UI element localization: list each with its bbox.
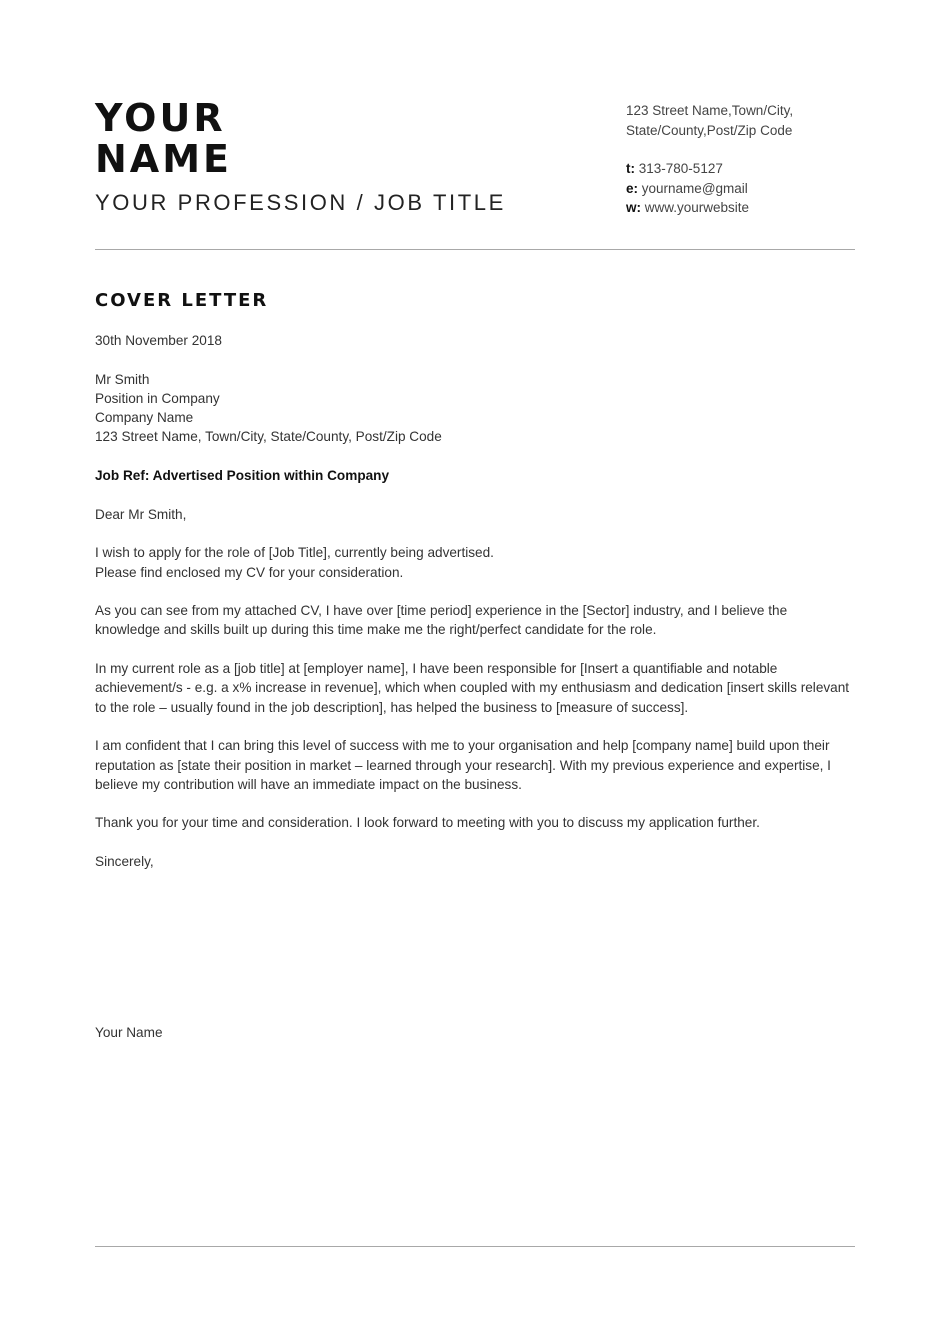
intro-line-2: Please find enclosed my CV for your consideration.	[95, 564, 404, 580]
contact-website	[626, 198, 916, 218]
section-title: COVER LETTER	[95, 290, 269, 311]
salutation: Dear Mr Smith,	[95, 506, 187, 522]
contact-block	[626, 101, 916, 218]
letter-date: 30th November 2018	[95, 333, 222, 348]
phone-label: t:	[626, 161, 635, 176]
phone-value: 313-780-5127	[638, 161, 723, 176]
letter-body	[95, 331, 855, 871]
email-label: e:	[626, 180, 639, 196]
job-reference: Job Ref: Advertised Position within Company	[95, 468, 390, 484]
header-divider	[95, 249, 855, 250]
footer-divider	[95, 1246, 855, 1247]
body-paragraph-1: As you can see from my attached CV, I have over [time period] experience in the [Sector] industry, and I believe the knowledge and skills built up during this time make me the right/perfect candidate for the role.	[95, 603, 788, 638]
contact-address-line1: 123 Street Name,Town/City,	[626, 103, 794, 118]
recipient-position: Position in Company	[95, 390, 220, 406]
signature-name: Your Name	[95, 1025, 163, 1040]
recipient-block	[95, 370, 855, 447]
intro-line-1: I wish to apply for the role of [Job Title], currently being advertised.	[95, 545, 494, 561]
website-label: w:	[626, 200, 641, 215]
contact-address-line2: State/County,Post/Zip Code	[626, 122, 793, 138]
name-second-line: NAME	[95, 137, 232, 181]
closing: Sincerely,	[95, 854, 154, 870]
recipient-address: 123 Street Name, Town/City, State/County, Post/Zip Code	[95, 429, 442, 445]
website-value: www.yourwebsite	[644, 200, 750, 215]
contact-email	[626, 179, 916, 199]
body-paragraph-2: In my current role as a [job title] at [employer name], I have been responsible for [Insert a quantifiable and notable achievement/s - e.g. a x% increase in revenue], which when coupled with my enthusiasm and dedication [insert skills relevant to the role – usually found in the job description], has helped the business to [measure of success].	[95, 661, 850, 715]
email-value: yourname@gmail	[641, 180, 748, 196]
body-paragraph-3: I am confident that I can bring this level of success with me to your organisation and help [company name] build upon their reputation as [state their position in market – learned through your research]. With my previous experience and expertise, I believe my contribution will have an immediate impact on the business.	[95, 738, 831, 792]
recipient-company: Company Name	[95, 410, 194, 426]
body-paragraph-4: Thank you for your time and consideration. I look forward to meeting with you to discuss my application further.	[95, 815, 760, 831]
profession-title: YOUR PROFESSION / JOB TITLE	[95, 190, 506, 215]
contact-spacer	[626, 140, 916, 159]
recipient-name: Mr Smith	[95, 371, 150, 387]
contact-phone	[626, 159, 916, 179]
name-first-line: YOUR	[95, 96, 226, 140]
